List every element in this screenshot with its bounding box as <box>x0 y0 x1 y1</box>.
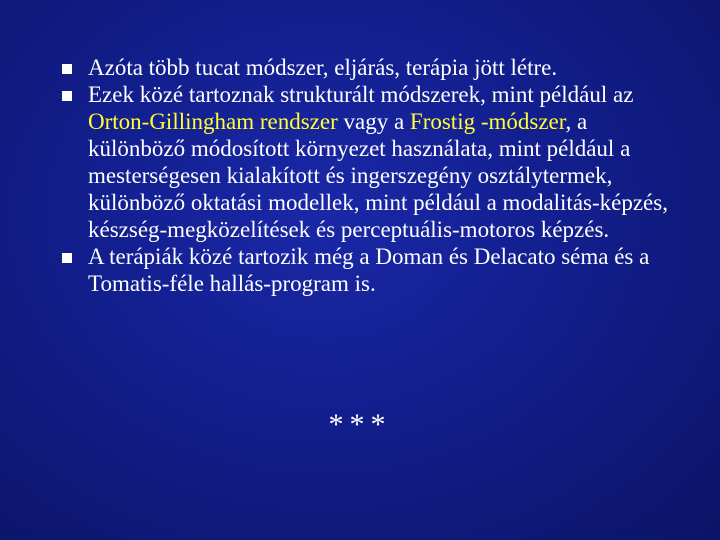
square-bullet-icon <box>62 64 72 74</box>
highlight-frostig: Frostig -módszer <box>409 109 566 134</box>
bullet-text: vagy a <box>337 109 410 134</box>
bullet-item-2 <box>60 81 690 243</box>
square-bullet-icon <box>62 253 72 263</box>
square-bullet-icon <box>62 91 72 101</box>
highlight-orton-gillingham: Orton-Gillingham rendszer <box>88 109 338 134</box>
bullet-text: A terápiák közé tartozik még a Doman és Delacato séma és a Tomatis-féle hallás-program is. <box>88 244 650 296</box>
section-separator: *** <box>328 408 392 441</box>
bullet-list <box>60 54 690 297</box>
bullet-text: Ezek közé tartoznak strukturált módszerek, mint például az <box>88 82 634 107</box>
bullet-item-3 <box>60 243 690 297</box>
bullet-text: Azóta több tucat módszer, eljárás, terápia jött létre. <box>88 55 558 80</box>
bullet-text: , a különböző módosított környezet használata, mint például a mesterségesen kialakított és ingerszegény osztálytermek, különböző oktatási modellek, mint például a modalitás-képzés, készség-megközelítések és perceptuális-motoros képzés. <box>88 109 668 242</box>
bullet-item-1 <box>60 54 690 81</box>
